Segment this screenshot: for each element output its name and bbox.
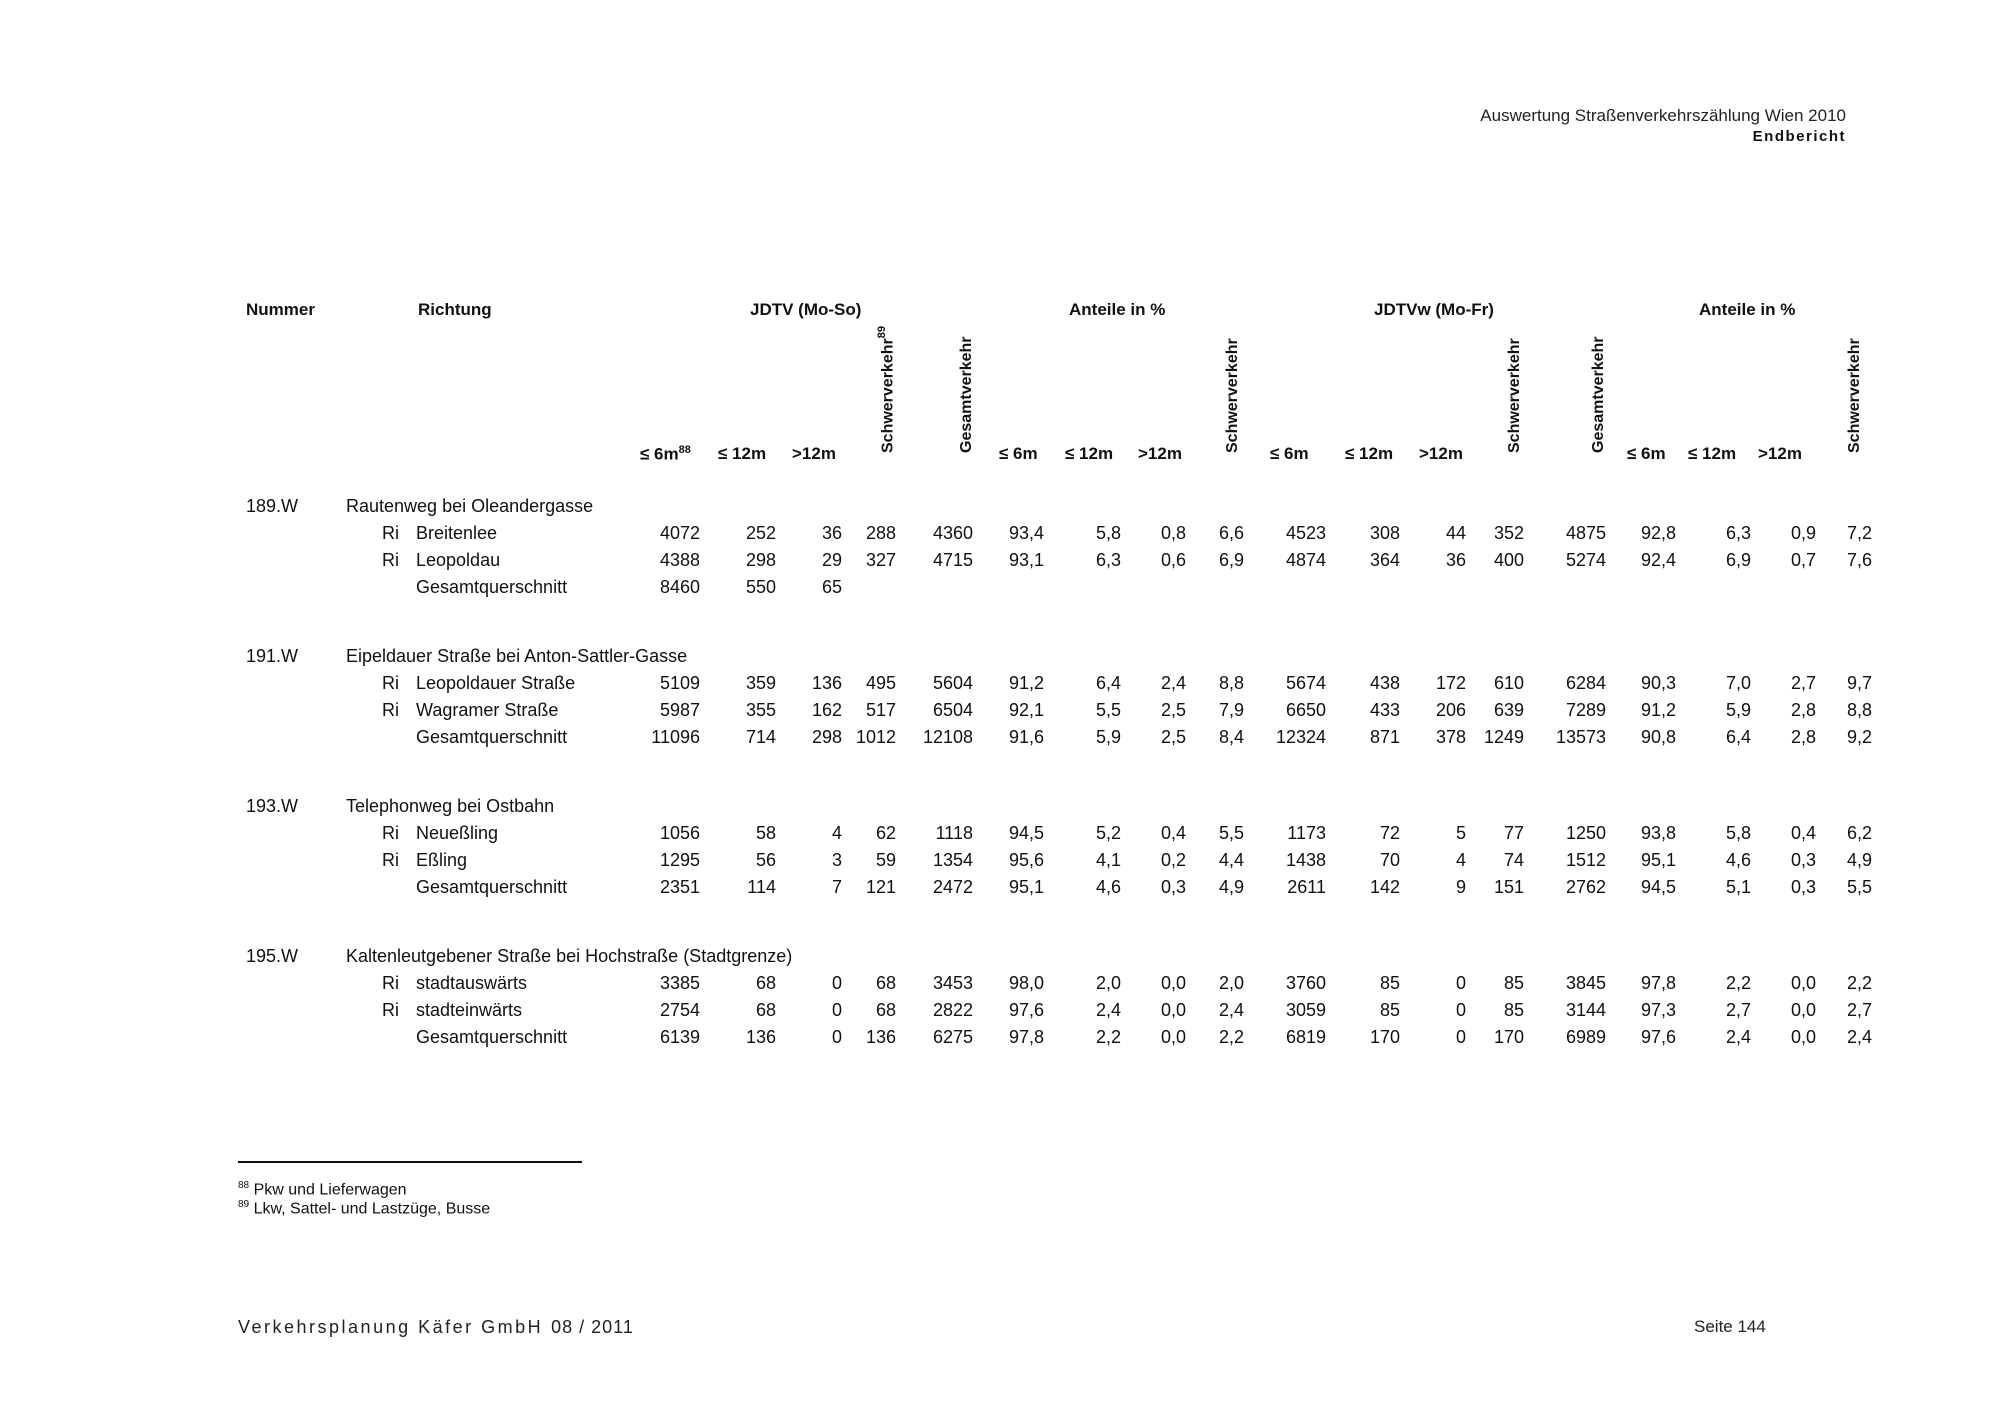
table-cell: 1012 xyxy=(855,727,896,747)
footnote-89: $^{89}$ Lkw, Sattel- und Lastzüge, Busse xyxy=(238,1199,491,1218)
table-cell: 0 xyxy=(1455,1027,1466,1047)
table-cell: 6,3 xyxy=(1095,550,1121,570)
table-cell: 92,1 xyxy=(1008,700,1044,720)
table-cell: 639 xyxy=(1493,700,1524,720)
table-cell: 6,9 xyxy=(1218,550,1244,570)
table-cell: 0,6 xyxy=(1160,550,1186,570)
table-cell: 170 xyxy=(1493,1027,1524,1047)
table-cell: 162 xyxy=(811,700,842,720)
table-cell: 93,4 xyxy=(1008,523,1044,543)
table-cell: 5,8 xyxy=(1095,523,1121,543)
sub-header-gt12m-anteile-1: >12m xyxy=(1138,444,1182,463)
table-cell: 95,1 xyxy=(1008,877,1044,897)
table-cell: 0,0 xyxy=(1160,973,1186,993)
table-cell: 2,4 xyxy=(1846,1027,1872,1047)
table-cell: 2,5 xyxy=(1160,727,1186,747)
table-cell: 1295 xyxy=(659,850,700,870)
table-cell: 59 xyxy=(875,850,896,870)
table-cell: 0,0 xyxy=(1160,1027,1186,1047)
table-cell: 2,0 xyxy=(1218,973,1244,993)
table-cell: 2754 xyxy=(659,1000,700,1020)
table-cell: 517 xyxy=(865,700,896,720)
table-cell: 714 xyxy=(745,727,776,747)
table-cell: 2,0 xyxy=(1095,973,1121,993)
col-header-richtung: Richtung xyxy=(418,300,492,319)
table-cell: 68 xyxy=(875,973,896,993)
table-cell: 2,7 xyxy=(1725,1000,1751,1020)
sub-header-le12m-jdtvw: ≤ 12m xyxy=(1345,444,1394,463)
station-number: 193.W xyxy=(246,796,299,816)
table-cell: 70 xyxy=(1379,850,1400,870)
table-cell: 400 xyxy=(1493,550,1524,570)
table-cell: 11096 xyxy=(651,727,700,747)
table-cell: 298 xyxy=(745,550,776,570)
sub-header-le6m-anteile-2: ≤ 6m xyxy=(1627,444,1666,463)
table-cell: 2351 xyxy=(659,877,700,897)
vert-header-gesamtverkehr-jdtv: Gesamtverkehr xyxy=(958,336,975,453)
station-number: 195.W xyxy=(246,946,299,966)
table-cell: 36 xyxy=(821,523,842,543)
table-cell: 2,4 xyxy=(1095,1000,1121,1020)
table-cell: 12108 xyxy=(922,727,973,747)
table-cell: 5109 xyxy=(659,673,700,693)
table-cell: 5274 xyxy=(1565,550,1606,570)
table-cell: 1173 xyxy=(1287,823,1326,843)
table-cell: 151 xyxy=(1493,877,1524,897)
table-cell: 94,5 xyxy=(1008,823,1044,843)
table-cell: 871 xyxy=(1369,727,1400,747)
table-cell: 0,0 xyxy=(1790,1027,1816,1047)
table-cell: 7,6 xyxy=(1846,550,1872,570)
vert-header-schwerverkehr-anteile-2: Schwerverkehr xyxy=(1846,338,1863,453)
table-cell: 136 xyxy=(745,1027,776,1047)
table-cell: 5 xyxy=(1455,823,1466,843)
table-cell: 0,8 xyxy=(1160,523,1186,543)
table-cell: 4,6 xyxy=(1725,850,1751,870)
table-cell: 4 xyxy=(1455,850,1466,870)
table-cell: 378 xyxy=(1435,727,1466,747)
table-cell: 72 xyxy=(1379,823,1400,843)
group-header-jdtv: JDTV (Mo-So) xyxy=(750,300,862,319)
direction-prefix: Ri xyxy=(382,700,399,720)
group-header-jdtvw: JDTVw (Mo-Fr) xyxy=(1374,300,1494,319)
table-cell: 8,8 xyxy=(1218,673,1244,693)
table-cell: 359 xyxy=(745,673,776,693)
direction-name: stadtauswärts xyxy=(416,973,528,993)
table-cell: 94,5 xyxy=(1640,877,1676,897)
table-cell: 7289 xyxy=(1565,700,1606,720)
table-cell: 4,4 xyxy=(1218,850,1244,870)
table-cell: 6,6 xyxy=(1218,523,1244,543)
table-cell: 288 xyxy=(865,523,896,543)
table-cell: 0,0 xyxy=(1790,973,1816,993)
table-cell: 0,3 xyxy=(1790,877,1816,897)
table-cell: 6275 xyxy=(932,1027,973,1047)
table-cell: 136 xyxy=(865,1027,896,1047)
table-cell: 97,6 xyxy=(1008,1000,1044,1020)
table-cell: 8,8 xyxy=(1846,700,1872,720)
table-cell: 97,8 xyxy=(1008,1027,1044,1047)
direction-name: Leopoldauer Straße xyxy=(416,673,576,693)
table-cell: 91,2 xyxy=(1640,700,1676,720)
table-cell: 2472 xyxy=(932,877,973,897)
table-cell: 170 xyxy=(1369,1027,1400,1047)
table-cell: 6,2 xyxy=(1846,823,1872,843)
table-cell: 9,7 xyxy=(1846,673,1872,693)
direction-prefix: Ri xyxy=(382,1000,399,1020)
table-cell: 5,9 xyxy=(1095,727,1121,747)
table-cell: 252 xyxy=(745,523,776,543)
table-cell: 364 xyxy=(1369,550,1400,570)
table-cell: 2,8 xyxy=(1790,700,1816,720)
table-cell: 0,4 xyxy=(1160,823,1186,843)
table-cell: 6989 xyxy=(1565,1027,1606,1047)
table-cell: 0 xyxy=(831,973,842,993)
footnote-88: $^{88}$ Pkw und Lieferwagen xyxy=(238,1180,407,1199)
table-cell: 56 xyxy=(755,850,776,870)
table-cell: 308 xyxy=(1369,523,1400,543)
table-cell: 0,0 xyxy=(1790,1000,1816,1020)
table-cell: 4523 xyxy=(1285,523,1326,543)
table-cell: 121 xyxy=(865,877,896,897)
table-cell: 4715 xyxy=(932,550,973,570)
table-cell: 92,4 xyxy=(1640,550,1676,570)
sub-header-gt12m-anteile-2: >12m xyxy=(1758,444,1802,463)
table-cell: 5,5 xyxy=(1095,700,1121,720)
table-cell: 550 xyxy=(745,577,776,597)
col-header-nummer: Nummer xyxy=(246,300,315,319)
table-cell: 4,9 xyxy=(1218,877,1244,897)
table-cell: 3 xyxy=(831,850,842,870)
table-cell: 85 xyxy=(1379,973,1400,993)
footer-page-number: Seite 144 xyxy=(1694,1317,1766,1336)
table-cell: 1249 xyxy=(1483,727,1524,747)
table-cell: 12324 xyxy=(1275,727,1326,747)
direction-name: Breitenlee xyxy=(416,523,498,543)
table-cell: 4360 xyxy=(932,523,973,543)
vert-header-schwerverkehr-anteile-1: Schwerverkehr xyxy=(1224,338,1241,453)
table-cell: 65 xyxy=(821,577,842,597)
table-cell: 3760 xyxy=(1285,973,1326,993)
footnote-separator xyxy=(238,1161,582,1163)
table-cell: 85 xyxy=(1503,1000,1524,1020)
table-cell: 136 xyxy=(811,673,842,693)
table-cell: 85 xyxy=(1379,1000,1400,1020)
table-cell: 5,1 xyxy=(1725,877,1751,897)
direction-name: Wagramer Straße xyxy=(416,700,559,720)
direction-name: Gesamtquerschnitt xyxy=(416,877,568,897)
direction-name: Leopoldau xyxy=(416,550,501,570)
station-number: 191.W xyxy=(246,646,299,666)
table-cell: 3453 xyxy=(932,973,973,993)
table-cell: 0,0 xyxy=(1160,1000,1186,1020)
table-cell: 6,3 xyxy=(1725,523,1751,543)
station-location: Eipeldauer Straße bei Anton-Sattler-Gasse xyxy=(346,646,688,666)
table-cell: 114 xyxy=(747,877,776,897)
table-cell: 2611 xyxy=(1287,877,1326,897)
table-cell: 7,2 xyxy=(1846,523,1872,543)
table-cell: 352 xyxy=(1493,523,1524,543)
table-cell: 2,4 xyxy=(1160,673,1186,693)
table-cell: 97,3 xyxy=(1640,1000,1676,1020)
table-cell: 2822 xyxy=(932,1000,973,1020)
table-cell: 95,6 xyxy=(1008,850,1044,870)
table-cell: 2,4 xyxy=(1725,1027,1751,1047)
table-cell: 3059 xyxy=(1285,1000,1326,1020)
direction-name: Gesamtquerschnitt xyxy=(416,1027,568,1047)
table-cell: 7,0 xyxy=(1725,673,1751,693)
table-cell: 1512 xyxy=(1565,850,1606,870)
sub-header-gt12m-jdtvw: >12m xyxy=(1419,444,1463,463)
table-cell: 4072 xyxy=(659,523,700,543)
table-cell: 0,4 xyxy=(1790,823,1816,843)
table-cell: 8460 xyxy=(659,577,700,597)
table-cell: 29 xyxy=(821,550,842,570)
table-cell: 0,2 xyxy=(1160,850,1186,870)
table-cell: 2,5 xyxy=(1160,700,1186,720)
table-cell: 0 xyxy=(831,1027,842,1047)
direction-prefix: Ri xyxy=(382,550,399,570)
table-cell: 0 xyxy=(831,1000,842,1020)
table-cell: 92,8 xyxy=(1640,523,1676,543)
table-cell: 0 xyxy=(1455,1000,1466,1020)
table-cell: 9 xyxy=(1455,877,1466,897)
table-cell: 93,1 xyxy=(1008,550,1044,570)
table-cell: 91,2 xyxy=(1008,673,1044,693)
table-cell: 90,8 xyxy=(1640,727,1676,747)
table-cell: 2,8 xyxy=(1790,727,1816,747)
table-cell: 68 xyxy=(755,973,776,993)
sub-header-gt12m-jdtv: >12m xyxy=(792,444,836,463)
table-cell: 7 xyxy=(831,877,842,897)
footer-company: Verkehrsplanung Käfer GmbH 08 / 2011 xyxy=(238,1317,634,1337)
direction-name: stadteinwärts xyxy=(416,1000,523,1020)
table-cell: 77 xyxy=(1503,823,1524,843)
table-cell: 433 xyxy=(1369,700,1400,720)
table-cell: 0 xyxy=(1455,973,1466,993)
table-cell: 2,2 xyxy=(1846,973,1872,993)
table-cell: 97,8 xyxy=(1640,973,1676,993)
sub-header-le6m-anteile-1: ≤ 6m xyxy=(999,444,1038,463)
table-cell: 0,7 xyxy=(1790,550,1816,570)
table-cell: 1250 xyxy=(1565,823,1606,843)
table-cell: 4874 xyxy=(1285,550,1326,570)
table-cell: 327 xyxy=(865,550,896,570)
table-cell: 9,2 xyxy=(1846,727,1872,747)
vert-header-gesamtverkehr-jdtvw: Gesamtverkehr xyxy=(1590,336,1607,453)
table-cell: 4388 xyxy=(659,550,700,570)
sub-header-le6m-jdtv: ≤ $6m^{88}$ xyxy=(640,444,691,464)
table-cell: 6819 xyxy=(1285,1027,1326,1047)
direction-name: Neueßling xyxy=(416,823,499,843)
table-cell: 6284 xyxy=(1565,673,1606,693)
table-cell: 44 xyxy=(1445,523,1466,543)
table-cell: 2,2 xyxy=(1218,1027,1244,1047)
table-cell: 2,4 xyxy=(1218,1000,1244,1020)
table-cell: 68 xyxy=(755,1000,776,1020)
table-cell: 5,5 xyxy=(1846,877,1872,897)
table-cell: 93,8 xyxy=(1640,823,1676,843)
table-cell: 62 xyxy=(875,823,896,843)
direction-name: Eßling xyxy=(416,850,468,870)
table-cell: 3144 xyxy=(1565,1000,1606,1020)
table-cell: 6650 xyxy=(1285,700,1326,720)
table-cell: 91,6 xyxy=(1008,727,1044,747)
table-cell: 1438 xyxy=(1285,850,1326,870)
table-cell: 5,8 xyxy=(1725,823,1751,843)
sub-header-le6m-jdtvw: ≤ 6m xyxy=(1270,444,1309,463)
table-cell: 2,7 xyxy=(1846,1000,1872,1020)
station-number: 189.W xyxy=(246,496,299,516)
table-cell: 68 xyxy=(875,1000,896,1020)
table-cell: 36 xyxy=(1445,550,1466,570)
table-cell: 142 xyxy=(1369,877,1400,897)
table-cell: 97,6 xyxy=(1640,1027,1676,1047)
table-cell: 438 xyxy=(1369,673,1400,693)
table-cell: 4 xyxy=(831,823,842,843)
table-cell: 4,1 xyxy=(1095,850,1121,870)
table-cell: 4,6 xyxy=(1095,877,1121,897)
table-cell: 95,1 xyxy=(1640,850,1676,870)
table-cell: 1056 xyxy=(659,823,700,843)
table-cell: 2,2 xyxy=(1725,973,1751,993)
table-cell: 5674 xyxy=(1285,673,1326,693)
station-location: Kaltenleutgebener Straße bei Hochstraße (Stadtgrenze) xyxy=(346,946,793,966)
table-cell: 610 xyxy=(1493,673,1524,693)
table-cell: 495 xyxy=(865,673,896,693)
header-title: Auswertung Straßenverkehrszählung Wien 2010 xyxy=(1480,106,1846,125)
table-cell: 6,4 xyxy=(1095,673,1121,693)
table-cell: 5987 xyxy=(659,700,700,720)
station-location: Rautenweg bei Oleandergasse xyxy=(346,496,594,516)
table-cell: 1354 xyxy=(932,850,973,870)
table-cell: 5604 xyxy=(932,673,973,693)
table-cell: 2,7 xyxy=(1790,673,1816,693)
table-cell: 6504 xyxy=(932,700,973,720)
table-cell: 5,2 xyxy=(1095,823,1121,843)
direction-prefix: Ri xyxy=(382,523,399,543)
table-cell: 6,4 xyxy=(1725,727,1751,747)
table-cell: 206 xyxy=(1435,700,1466,720)
direction-prefix: Ri xyxy=(382,673,399,693)
table-cell: 58 xyxy=(755,823,776,843)
station-location: Telephonweg bei Ostbahn xyxy=(346,796,555,816)
vert-header-schwerverkehr-jdtvw: Schwerverkehr xyxy=(1506,338,1523,453)
table-cell: 74 xyxy=(1503,850,1524,870)
table-cell: 355 xyxy=(745,700,776,720)
table-cell: 85 xyxy=(1503,973,1524,993)
direction-prefix: Ri xyxy=(382,973,399,993)
group-header-anteile-1: Anteile in % xyxy=(1069,300,1166,319)
sub-header-le12m-anteile-1: ≤ 12m xyxy=(1065,444,1114,463)
table-cell: 3385 xyxy=(659,973,700,993)
table-cell: 90,3 xyxy=(1640,673,1676,693)
table-cell: 0,9 xyxy=(1790,523,1816,543)
table-cell: 13573 xyxy=(1555,727,1606,747)
table-cell: 6,9 xyxy=(1725,550,1751,570)
table-cell: 0,3 xyxy=(1790,850,1816,870)
group-header-anteile-2: Anteile in % xyxy=(1699,300,1796,319)
direction-name: Gesamtquerschnitt xyxy=(416,727,568,747)
direction-name: Gesamtquerschnitt xyxy=(416,577,568,597)
table-cell: 2762 xyxy=(1565,877,1606,897)
table-cell: 5,5 xyxy=(1218,823,1244,843)
table-cell: 1118 xyxy=(935,823,973,843)
vert-header-schwerverkehr-jdtv: Schwerverkehr$^{89}$ xyxy=(876,326,897,453)
table-cell: 6139 xyxy=(659,1027,700,1047)
table-cell: 7,9 xyxy=(1218,700,1244,720)
table-cell: 98,0 xyxy=(1008,973,1044,993)
table-cell: 172 xyxy=(1435,673,1466,693)
table-cell: 4875 xyxy=(1565,523,1606,543)
table-cell: 0,3 xyxy=(1160,877,1186,897)
header-subtitle: Endbericht xyxy=(1752,128,1846,145)
table-cell: 4,9 xyxy=(1846,850,1872,870)
table-cell: 2,2 xyxy=(1095,1027,1121,1047)
table-cell: 3845 xyxy=(1565,973,1606,993)
sub-header-le12m-anteile-2: ≤ 12m xyxy=(1688,444,1737,463)
sub-header-le12m-jdtv: ≤ 12m xyxy=(718,444,767,463)
table-cell: 298 xyxy=(811,727,842,747)
direction-prefix: Ri xyxy=(382,850,399,870)
direction-prefix: Ri xyxy=(382,823,399,843)
table-cell: 5,9 xyxy=(1725,700,1751,720)
table-cell: 8,4 xyxy=(1218,727,1244,747)
